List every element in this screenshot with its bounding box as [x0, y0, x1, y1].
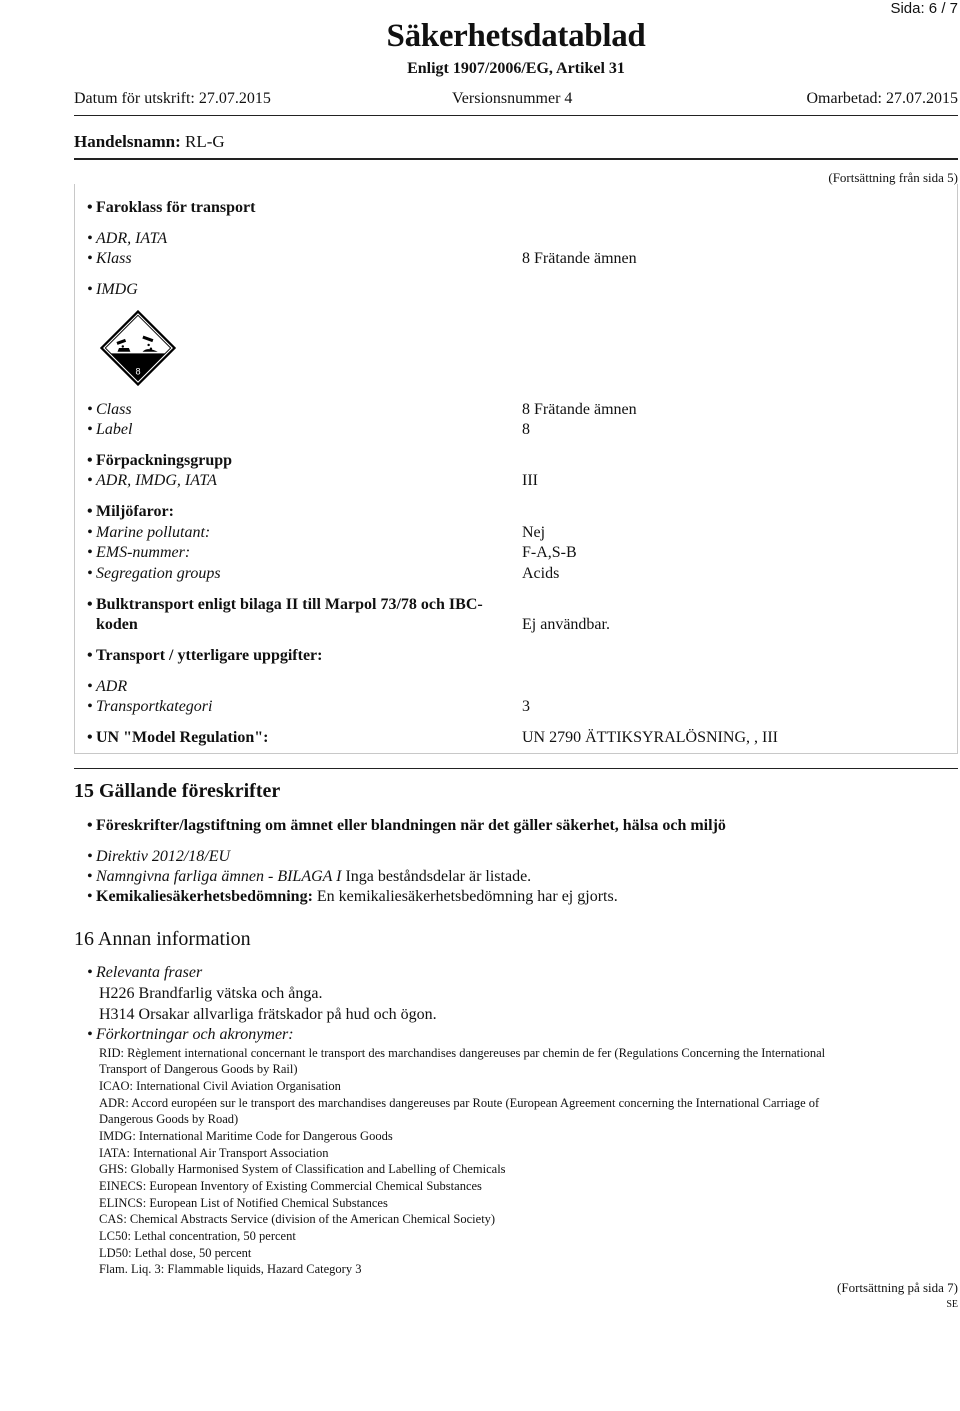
hazard-class-number: 8: [135, 366, 141, 377]
adr-label: • ADR: [87, 678, 128, 695]
version-number: Versionsnummer 4: [452, 90, 573, 107]
abbreviation-item: Transport of Dangerous Goods by Rail): [99, 1062, 298, 1076]
label-value: 8: [522, 421, 530, 438]
klass-label: • Klass: [87, 250, 132, 267]
imdg-label: • IMDG: [87, 281, 138, 298]
abbreviation-item: EINECS: European Inventory of Existing Commercial Chemical Substances: [99, 1179, 482, 1193]
bulk-transport-label: • Bulktransport enligt bilaga II till Marpol 73/78 och IBC-: [87, 596, 483, 613]
corrosive-hazard-icon: [100, 310, 176, 386]
additional-transport-heading: • Transport / ytterligare uppgifter:: [87, 647, 323, 664]
named-substances: • Namngivna farliga ämnen - BILAGA I Inga beståndsdelar är listade.: [87, 868, 532, 885]
page-number: Sida: 6 / 7: [890, 0, 958, 17]
section-15-heading: 15 Gällande föreskrifter: [74, 780, 281, 802]
packing-group-label: • ADR, IMDG, IATA: [87, 472, 217, 489]
transport-category-value: 3: [522, 698, 530, 715]
abbreviation-item: LD50: Lethal dose, 50 percent: [99, 1246, 252, 1260]
document-title: Säkerhetsdatablad: [386, 18, 646, 54]
packing-group-heading: • Förpackningsgrupp: [87, 452, 233, 469]
abbreviation-item: ADR: Accord européen sur le transport des marchandises dangereuses par Route (European Agreement concerning the International Carriage of: [99, 1096, 820, 1110]
label-label: • Label: [87, 421, 133, 438]
trade-divider: [74, 158, 958, 160]
phrase-item: H226 Brandfarlig vätska och ånga.: [99, 985, 323, 1002]
environment-heading: • Miljöfaror:: [87, 503, 174, 520]
continued-to: (Fortsättning på sida 7): [837, 1280, 958, 1295]
marine-pollutant-label: • Marine pollutant:: [87, 524, 211, 541]
relevant-phrases-heading: • Relevanta fraser: [87, 964, 203, 981]
abbreviation-item: RID: Règlement international concernant le transport des marchandises dangereuses par chemin de fer (Regulations Concerning the International: [99, 1046, 826, 1060]
print-date: Datum för utskrift: 27.07.2015: [74, 90, 271, 107]
abbreviation-item: LC50: Lethal concentration, 50 percent: [99, 1229, 296, 1243]
regulations-heading: • Föreskrifter/lagstiftning om ämnet eller blandningen när det gäller säkerhet, hälsa och miljö: [87, 817, 726, 834]
trade-name-value: RL-G: [185, 132, 225, 151]
abbreviation-item: ELINCS: European List of Notified Chemical Substances: [99, 1196, 388, 1210]
un-model-regulation-value: UN 2790 ÄTTIKSYRALÖSNING, , III: [522, 729, 778, 746]
bulk-transport-value: Ej användbar.: [522, 616, 610, 633]
bulk-transport-label-cont: koden: [96, 616, 138, 633]
section-16-heading: 16 Annan information: [74, 928, 251, 950]
trade-name: [74, 132, 225, 152]
segregation-label: • Segregation groups: [87, 565, 221, 582]
segregation-value: Acids: [522, 565, 560, 582]
transport-category-label: • Transportkategori: [87, 698, 213, 715]
abbreviation-item: IATA: International Air Transport Association: [99, 1146, 329, 1160]
hazard-class-heading: • Faroklass för transport: [87, 199, 256, 216]
abbreviation-item: Flam. Liq. 3: Flammable liquids, Hazard Category 3: [99, 1262, 362, 1276]
phrase-item: H314 Orsakar allvarliga frätskador på hud och ögon.: [99, 1006, 437, 1023]
adr-iata-label: • ADR, IATA: [87, 230, 168, 247]
abbreviation-item: GHS: Globally Harmonised System of Classification and Labelling of Chemicals: [99, 1162, 506, 1176]
marine-pollutant-value: Nej: [522, 524, 546, 541]
abbreviation-item: CAS: Chemical Abstracts Service (division of the American Chemical Society): [99, 1212, 496, 1226]
directive-label: • Direktiv 2012/18/EU: [87, 848, 231, 865]
section-divider: [74, 768, 958, 769]
revised-date: Omarbetad: 27.07.2015: [806, 90, 958, 107]
klass-value: 8 Frätande ämnen: [522, 250, 637, 267]
header-divider: [74, 115, 958, 116]
language-code: SE: [946, 1299, 958, 1310]
un-model-regulation-label: • UN "Model Regulation":: [87, 729, 269, 746]
chemical-safety-assessment: • Kemikaliesäkerhetsbedömning: En kemikaliesäkerhetsbedömning har ej gjorts.: [87, 888, 618, 905]
class-label: • Class: [87, 401, 132, 418]
class-value: 8 Frätande ämnen: [522, 401, 637, 418]
abbreviation-item: IMDG: International Maritime Code for Dangerous Goods: [99, 1129, 393, 1143]
document-subtitle: Enligt 1907/2006/EG, Artikel 31: [407, 60, 625, 77]
trade-name-label: Handelsnamn:: [74, 132, 181, 151]
ems-value: F-A,S-B: [522, 544, 577, 561]
abbreviation-item: Dangerous Goods by Road): [99, 1112, 239, 1126]
packing-group-value: III: [522, 472, 538, 489]
abbreviations-heading: • Förkortningar och akronymer:: [87, 1026, 294, 1043]
ems-label: • EMS-nummer:: [87, 544, 191, 561]
continued-from: (Fortsättning från sida 5): [828, 170, 958, 185]
abbreviation-item: ICAO: International Civil Aviation Organisation: [99, 1079, 341, 1093]
